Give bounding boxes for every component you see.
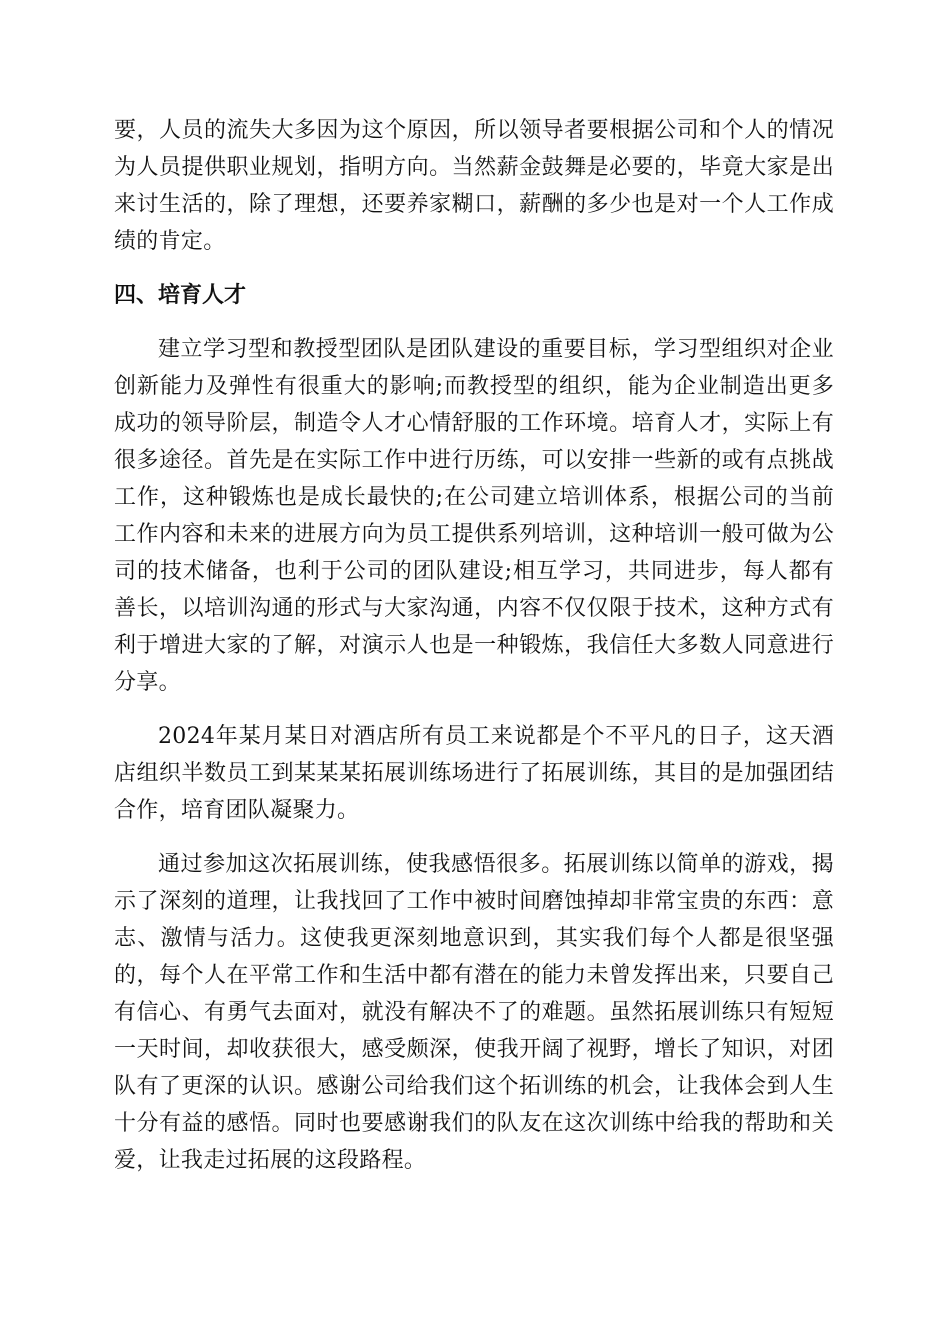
paragraph-career-planning: 要，人员的流失大多因为这个原因，所以领导者要根据公司和个人的情况为人员提供职业规划，指明方向。当然薪金鼓舞是必要的，毕竟大家是出来讨生活的，除了理想，还要养家糊口，薪酬的多少也是对一个人工作成绩的肯定。: [114, 118, 834, 254]
document-page: [114, 112, 834, 1196]
paragraph-training-reflection: 通过参加这次拓展训练，使我感悟很多。拓展训练以简单的游戏，揭示了深刻的道理，让我找回了工作中被时间磨蚀掉却非常宝贵的东西：意志、激情与活力。这使我更深刻地意识到，其实我们每个人都是很坚强的，每个人在平常工作和生活中都有潜在的能力未曾发挥出来，只要自己有信心、有勇气去面对，就没有解决不了的难题。虽然拓展训练只有短短一天时间，却收获很大，感受颇深，使我开阔了视野，增长了知识，对团队有了更深的认识。感谢公司给我们这个拓训练的机会，让我体会到人生十分有益的感悟。同时也要感谢我们的队友在这次训练中给我的帮助和关爱，让我走过拓展的这段路程。: [114, 852, 834, 1173]
paragraph-training-event: 2024年某月某日对酒店所有员工来说都是个不平凡的日子，这天酒店组织半数员工到某某某拓展训练场进行了拓展训练，其目的是加强团结合作，培育团队凝聚力。: [114, 724, 834, 823]
section-heading-talent: 四、培育人才: [114, 283, 247, 308]
paragraph-cultivate-talent: 建立学习型和教授型团队是团队建设的重要目标，学习型组织对企业创新能力及弹性有很重大的影响;而教授型的组织，能为企业制造出更多成功的领导阶层，制造令人才心情舒服的工作环境。培育人才，实际上有很多途径。首先是在实际工作中进行历练，可以安排一些新的或有点挑战工作，这种锻炼也是成长最快的;在公司建立培训体系，根据公司的当前工作内容和未来的进展方向为员工提供系列培训，这种培训一般可做为公司的技术储备，也利于公司的团队建设;相互学习，共同进步，每人都有善长，以培训沟通的形式与大家沟通，内容不仅仅限于技术，这种方式有利于增进大家的了解，对演示人也是一种锻炼，我信任大多数人同意进行分享。: [114, 337, 834, 695]
